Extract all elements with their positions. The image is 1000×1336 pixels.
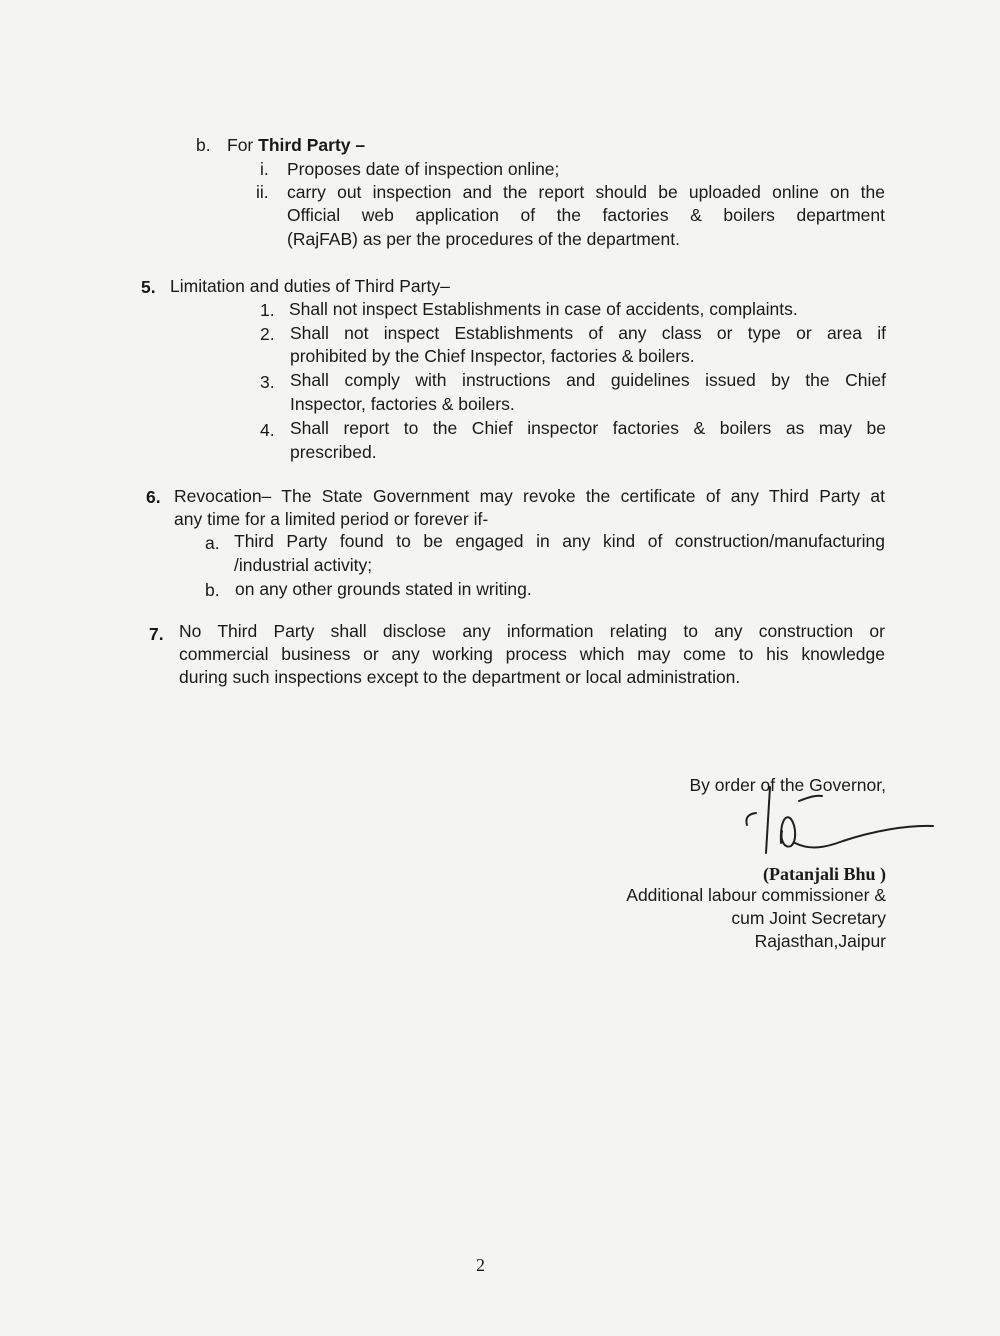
section-b-label: b.	[196, 135, 211, 155]
section-5-number: 5.	[141, 277, 156, 297]
list-item-text: prescribed.	[290, 442, 377, 462]
list-item-text: on any other grounds stated in writing.	[235, 579, 532, 599]
list-item-text: Official web application of the factories & boilers department	[287, 205, 885, 225]
list-item-label: 4.	[260, 420, 275, 440]
section-7-number: 7.	[149, 624, 164, 644]
section-7-text: No Third Party shall disclose any information relating to any construction or	[179, 621, 885, 641]
page-number: 2	[476, 1255, 485, 1275]
list-item-text: Shall not inspect Establishments of any class or type or area if	[290, 323, 886, 343]
list-item-label: a.	[205, 533, 220, 553]
list-item-text: carry out inspection and the report should be uploaded online on the	[287, 182, 885, 202]
designation-line: Additional labour commissioner &	[626, 885, 886, 905]
section-6-text: Revocation– The State Government may revoke the certificate of any Third Party at	[174, 486, 885, 506]
list-item-label: 1.	[260, 300, 275, 320]
section-6-number: 6.	[146, 487, 161, 507]
list-item-label: i.	[260, 159, 269, 179]
section-b-title: Third Party –	[258, 135, 366, 155]
list-item-text: Shall report to the Chief inspector factories & boilers as may be	[290, 418, 886, 438]
designation-line: Rajasthan,Jaipur	[754, 931, 886, 951]
section-7-text: during such inspections except to the department or local administration.	[179, 667, 741, 687]
list-item-text: Shall not inspect Establishments in case of accidents, complaints.	[289, 299, 798, 319]
section-5-title: Limitation and duties of Third Party–	[170, 276, 450, 296]
list-item-text: /industrial activity;	[234, 555, 373, 575]
list-item-text: Third Party found to be engaged in any kind of construction/manufacturing	[234, 531, 885, 551]
section-6-text: any time for a limited period or forever if-	[174, 509, 489, 529]
list-item-label: ii.	[256, 182, 269, 202]
list-item-text: (RajFAB) as per the procedures of the department.	[287, 229, 680, 249]
list-item-text: Proposes date of inspection online;	[287, 159, 560, 179]
list-item-text: prohibited by the Chief Inspector, factories & boilers.	[290, 346, 695, 366]
list-item-text: Shall comply with instructions and guidelines issued by the Chief	[290, 370, 886, 390]
section-7-text: commercial business or any working process which may come to his knowledge	[179, 644, 885, 664]
signatory-name: (Patanjali Bhu )	[762, 864, 886, 884]
list-item-text: Inspector, factories & boilers.	[290, 394, 515, 414]
list-item-label: b.	[205, 580, 220, 600]
order-line: By order of the Governor,	[689, 775, 886, 795]
list-item-label: 2.	[260, 324, 275, 344]
list-item-label: 3.	[260, 372, 275, 392]
section-b-prefix: For	[227, 135, 259, 155]
section-b-heading	[227, 133, 365, 157]
designation-line: cum Joint Secretary	[731, 908, 886, 928]
